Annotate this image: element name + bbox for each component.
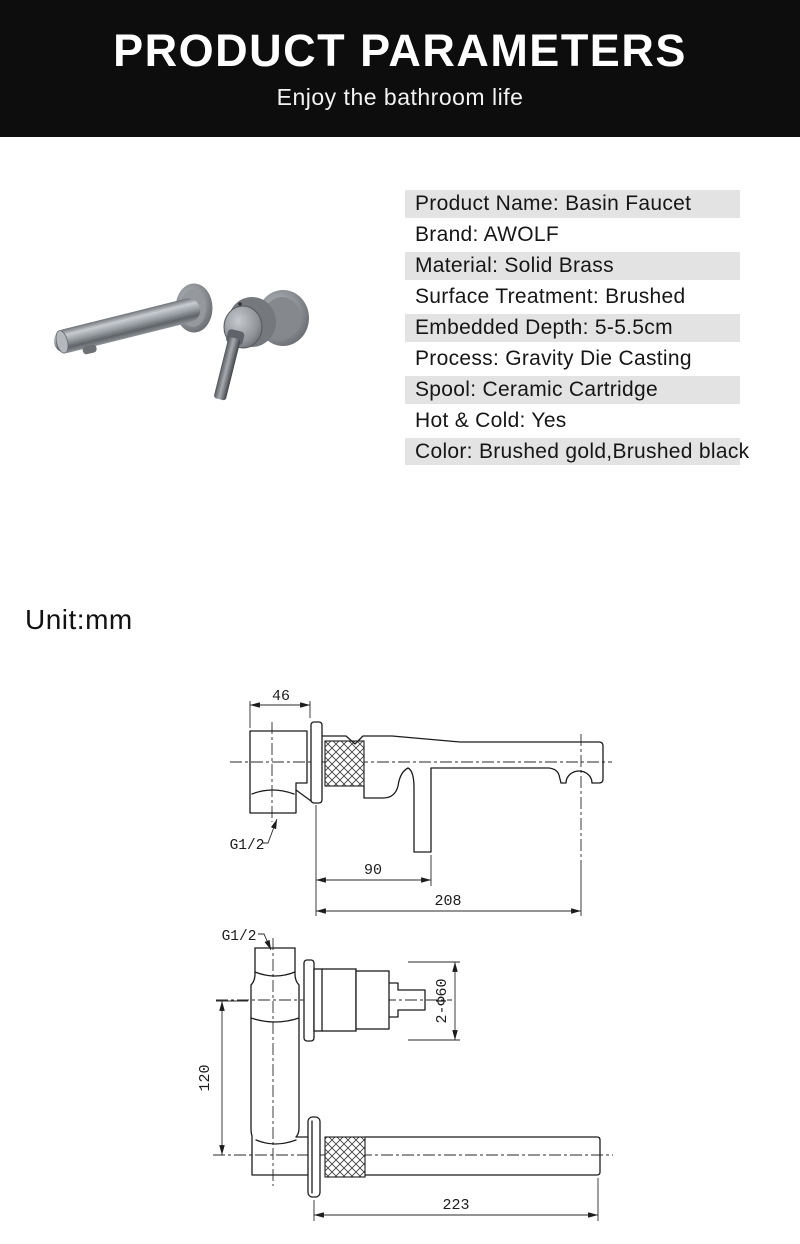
dim-label-120: 120	[197, 1064, 214, 1092]
spec-row-surface: Surface Treatment: Brushed	[415, 284, 686, 308]
cartridge-cap	[356, 971, 389, 1029]
wall-flange-front	[308, 1117, 320, 1197]
faucet-outline-side	[250, 722, 603, 852]
spec-row-material: Material: Solid Brass	[405, 252, 740, 280]
spec-row-brand: Brand: AWOLF	[415, 222, 560, 246]
thread-label: G1/2	[221, 929, 257, 945]
dim-label-223: 223	[442, 1197, 470, 1214]
faucet-outline-front	[251, 948, 600, 1197]
thread-callout-bottom-drawing	[222, 929, 271, 950]
page-subtitle: Enjoy the bathroom life	[276, 83, 524, 110]
spout-tube	[51, 296, 204, 361]
spout-bar	[365, 1137, 600, 1175]
dimension-46	[250, 688, 310, 728]
technical-drawing-side-view	[190, 680, 620, 925]
threaded-section-front	[325, 1137, 365, 1177]
indicator-dot	[238, 302, 242, 306]
dimension-223	[314, 1178, 598, 1221]
dim-label-46: 46	[271, 688, 291, 705]
product-photo	[10, 240, 390, 470]
spec-row-spool: Spool: Ceramic Cartridge	[405, 376, 740, 404]
spec-row-product-name: Product Name: Basin Faucet	[405, 190, 740, 218]
spec-row-embedded-depth: Embedded Depth: 5-5.5cm	[405, 314, 740, 342]
technical-drawing-front-view	[185, 918, 620, 1242]
cartridge-body	[314, 969, 356, 1031]
spec-row-hot-cold: Hot & Cold: Yes	[415, 408, 567, 432]
spec-row-process: Process: Gravity Die Casting	[415, 346, 692, 370]
threaded-section	[325, 741, 364, 786]
header-band	[0, 0, 800, 137]
page-title: PRODUCT PARAMETERS	[113, 25, 687, 77]
thread-callout-top-drawing	[230, 819, 277, 854]
spec-list	[405, 190, 800, 469]
dimension-2x60	[408, 962, 460, 1040]
spec-row-color: Color: Brushed gold,Brushed black	[405, 438, 740, 466]
wall-flange-side	[311, 722, 322, 803]
dimension-208	[316, 860, 581, 916]
lever-side	[408, 768, 431, 852]
dim-label-2x60: 2-Φ60	[434, 978, 451, 1024]
thread-label: G1/2	[229, 838, 265, 854]
unit-label: Unit:mm	[25, 604, 133, 635]
dim-label-90: 90	[363, 862, 383, 879]
dimension-120	[197, 1001, 248, 1155]
dim-label-208: 208	[434, 893, 462, 910]
handle-lever	[211, 328, 245, 401]
cartridge-flange	[304, 960, 314, 1041]
